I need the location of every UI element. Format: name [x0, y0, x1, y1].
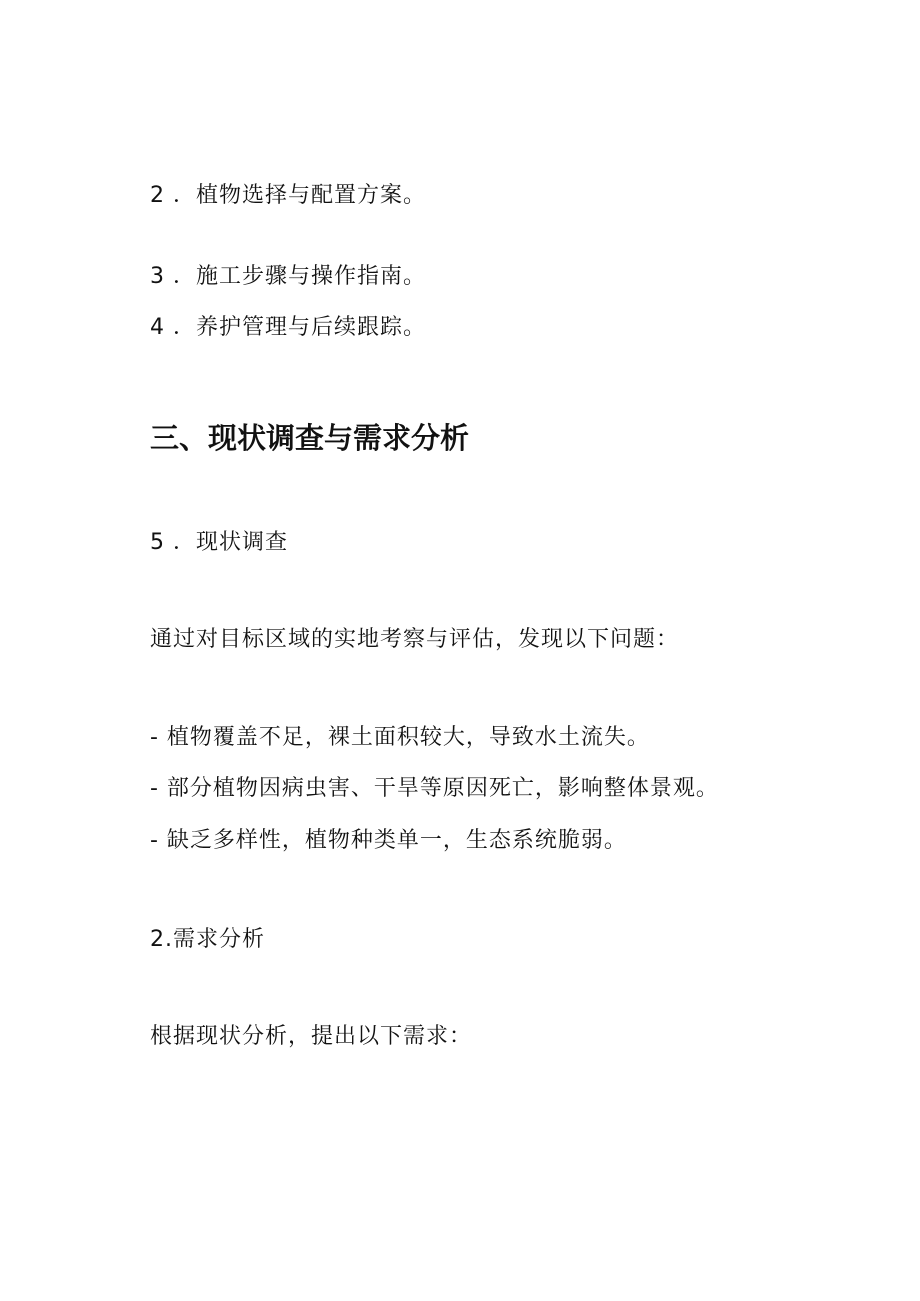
needs-intro-paragraph: 根据现状分析，提出以下需求：	[150, 1024, 473, 1049]
subsection-heading	[150, 528, 288, 558]
issue-item: - 缺乏多样性，植物种类单一，生态系统脆弱。	[150, 828, 627, 853]
subsection-number: 5	[150, 530, 165, 555]
list-item-text: ．施工步骤与操作指南。	[173, 264, 427, 289]
list-item-text: ．植物选择与配置方案。	[173, 183, 427, 208]
list-item-text: ．养护管理与后续跟踪。	[173, 315, 427, 340]
issue-item: - 植物覆盖不足，裸土面积较大，导致水土流失。	[150, 725, 650, 750]
survey-intro-paragraph: 通过对目标区域的实地考察与评估，发现以下问题：	[150, 627, 680, 652]
list-item	[150, 262, 426, 292]
list-item-number: 3	[150, 264, 165, 289]
issue-item: - 部分植物因病虫害、干旱等原因死亡，影响整体景观。	[150, 776, 719, 801]
list-item	[150, 181, 426, 211]
subsection-title: ．现状调查	[173, 530, 289, 555]
list-item-number: 4	[150, 315, 165, 340]
list-item	[150, 313, 426, 343]
list-item-number: 2	[150, 183, 165, 208]
subsection-heading: 2.需求分析	[150, 927, 265, 952]
section-heading: 三、现状调查与需求分析	[150, 421, 470, 455]
